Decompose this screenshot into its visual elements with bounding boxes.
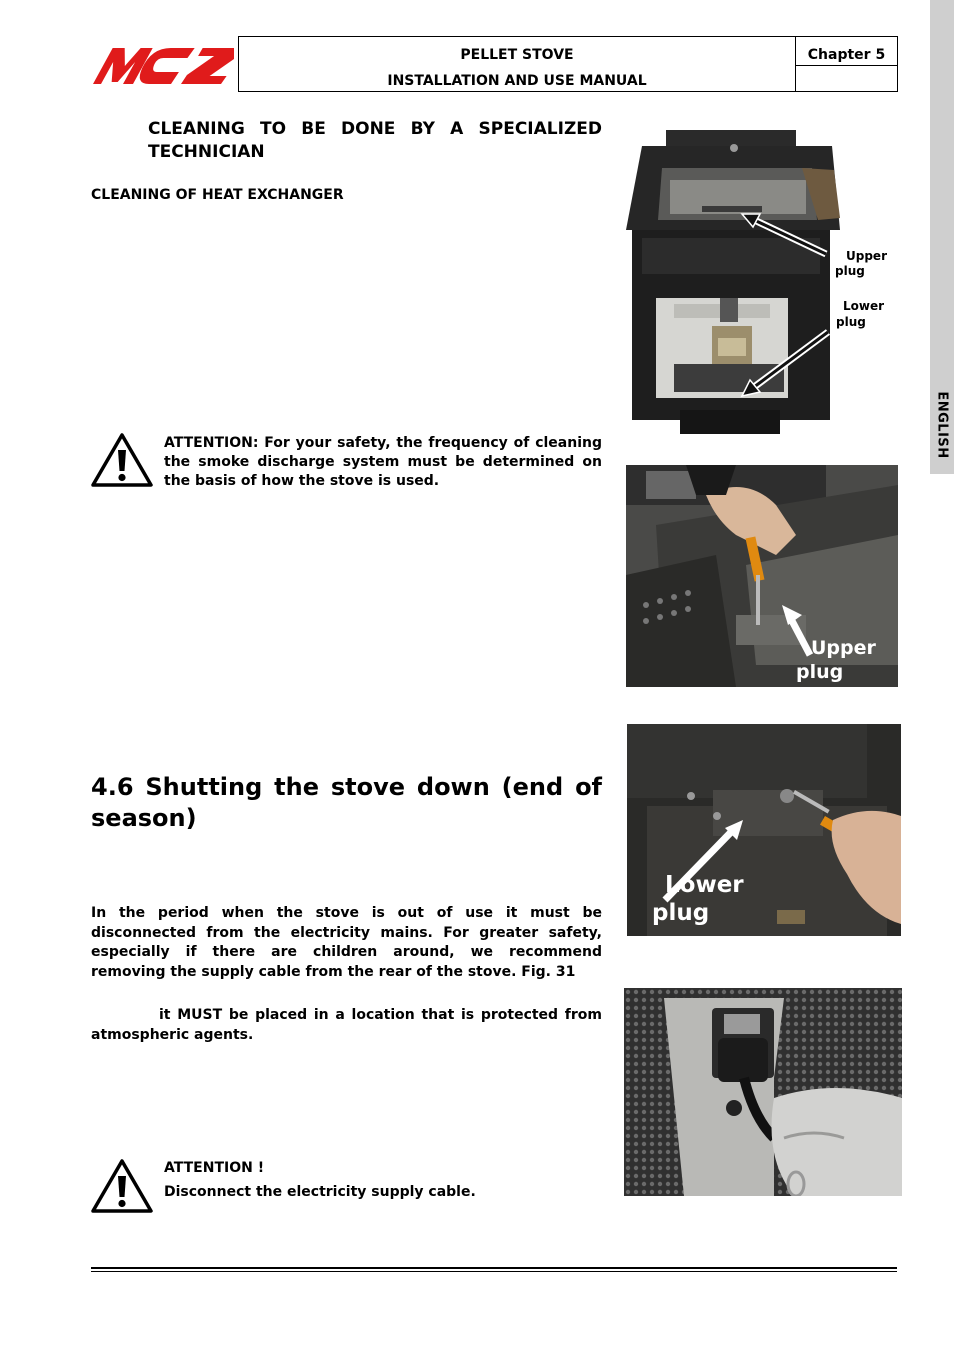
language-tab-label: ENGLISH (934, 391, 950, 459)
attention-title: ATTENTION ! (164, 1160, 265, 1176)
warning-icon (90, 432, 154, 488)
storage-paragraph: it MUST be placed in a location that is protected from atmospheric agents. (91, 1007, 602, 1043)
fig3-plug-label: plug (652, 900, 710, 926)
attention-body: Disconnect the electricity supply cable. (164, 1184, 476, 1200)
fig1-upper-label: Upper (846, 249, 887, 263)
language-tab-label-wrap (930, 380, 954, 470)
power-socket-photo (624, 988, 902, 1196)
fig1-upper-label-2: plug (835, 264, 865, 278)
chapter-divider (795, 65, 898, 66)
chapter-box (795, 36, 898, 92)
section-4-6-heading: 4.6 Shutting the stove down (end of season) (91, 773, 602, 832)
cleaning-heading: CLEANING TO BE DONE BY A SPECIALIZED TECHNICIAN (148, 119, 602, 162)
chapter-label: Chapter 5 (807, 47, 886, 63)
fig1-lower-label-2: plug (836, 315, 866, 329)
mcz-logo (92, 44, 234, 86)
warning-icon (90, 1158, 154, 1214)
fig2-plug-label: plug (796, 661, 844, 683)
fig3-lower-label: Lower (665, 872, 744, 898)
shutdown-paragraph: In the period when the stove is out of use it must be disconnected from the electricity mains. For greater safety, especially if there are children around, we recommend removing the supply cable from the rear of the stove. Fig. 31 (91, 905, 602, 980)
fig2-upper-label: Upper (811, 637, 876, 659)
heat-exchanger-subheading: CLEANING OF HEAT EXCHANGER (91, 187, 344, 203)
attention-smoke-discharge: ATTENTION: For your safety, the frequency of cleaning the smoke discharge system must be determined on the basis of how the stove is used. (164, 435, 602, 489)
fig1-lower-label: Lower (843, 299, 885, 313)
lower-plug-photo (627, 724, 901, 936)
upper-plug-photo (626, 465, 898, 687)
stove-front-photo (622, 128, 890, 438)
header-title: PELLET STOVE (460, 47, 574, 63)
header-subtitle: INSTALLATION AND USE MANUAL (387, 73, 647, 89)
footer-rule-thin (91, 1271, 897, 1272)
footer-rule (91, 1267, 897, 1269)
